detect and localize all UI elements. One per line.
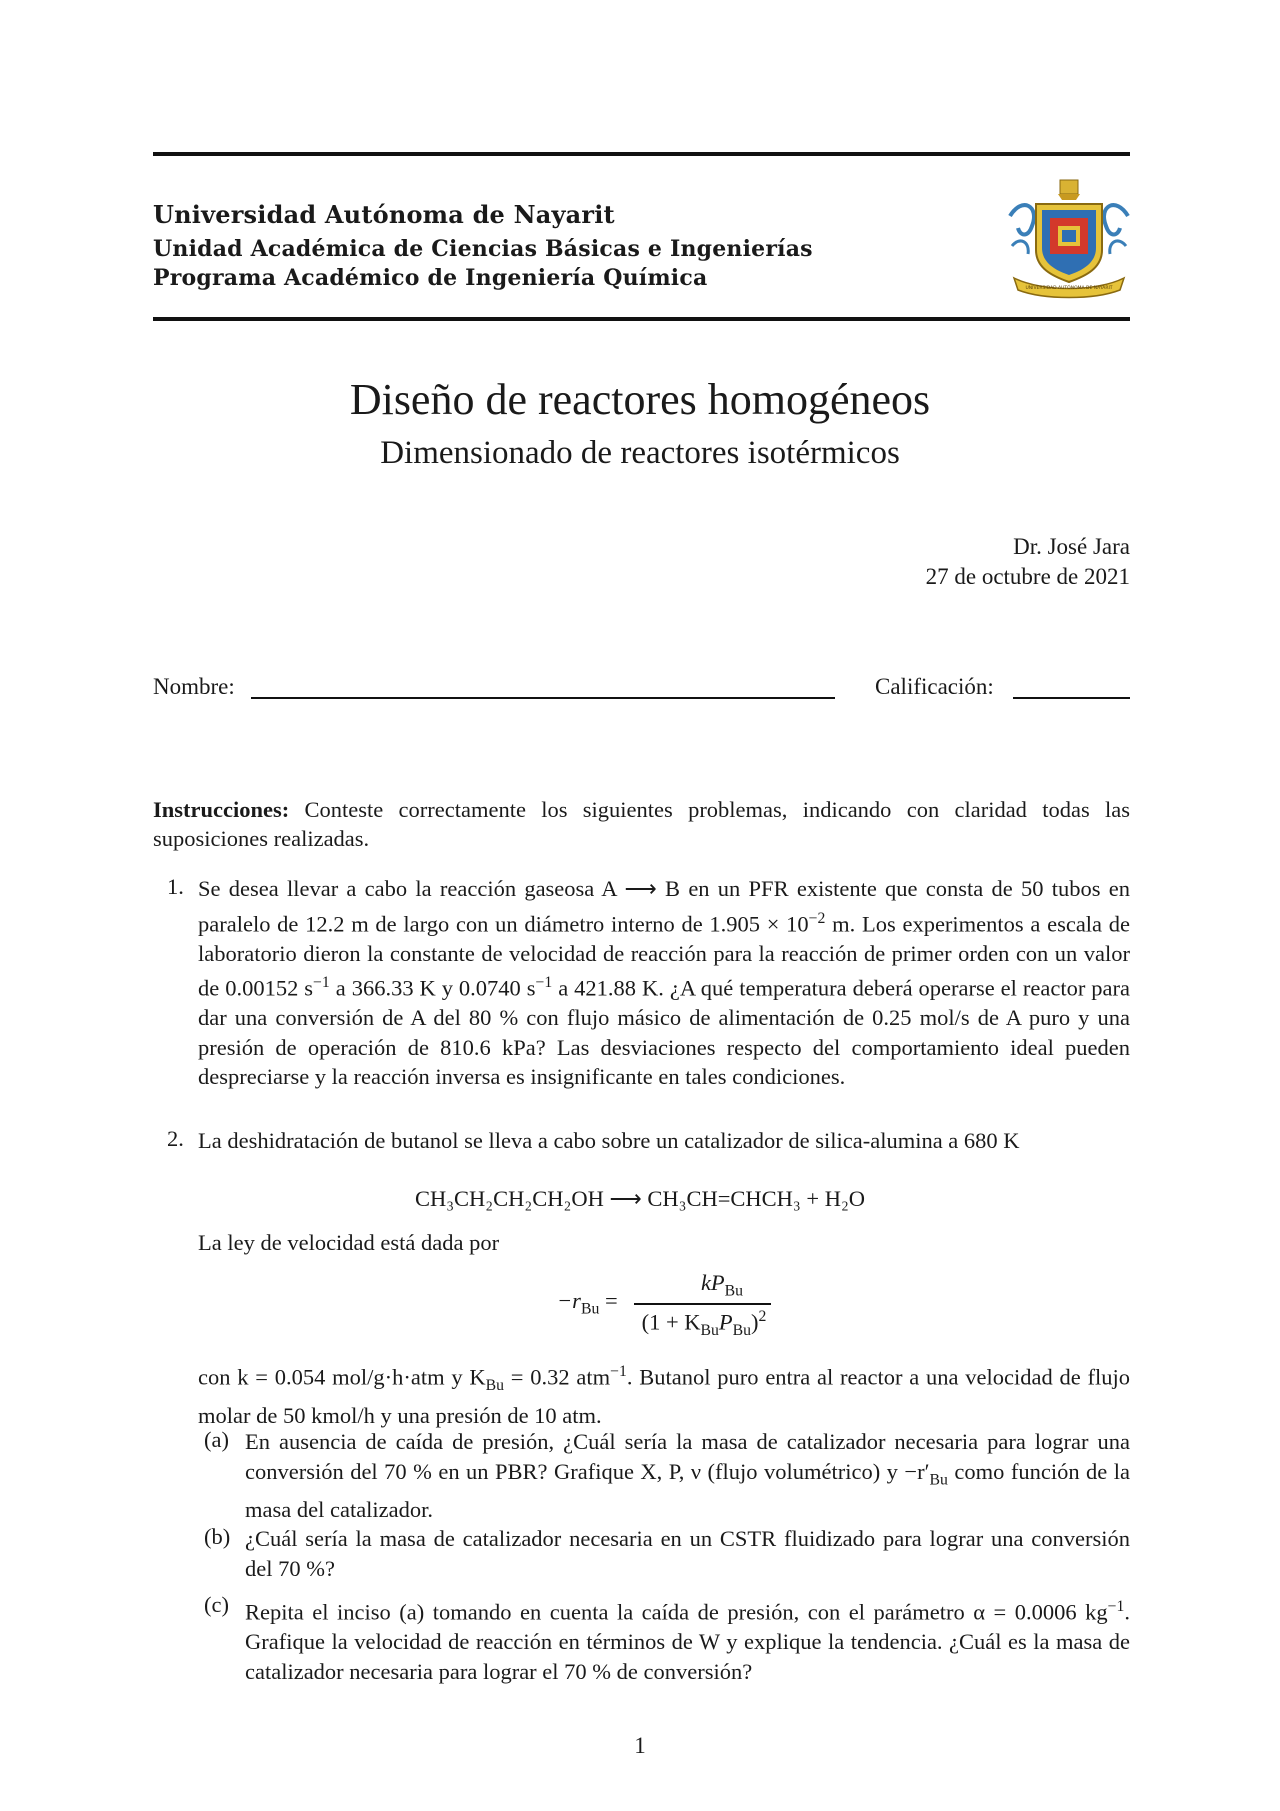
top-rule xyxy=(153,152,1130,156)
name-label: Nombre: xyxy=(153,674,235,699)
date: 27 de octubre de 2021 xyxy=(925,564,1130,589)
academic-program: Programa Académico de Ingeniería Química xyxy=(153,265,708,291)
rate-law-numerator: $kP_{Bu}$ xyxy=(700,1270,744,1300)
part-a-label: (a) xyxy=(204,1427,229,1452)
part-b-label: (b) xyxy=(204,1524,231,1549)
instructions-text: Conteste correctamente los siguientes problemas, indicando con claridad todas las suposiciones realizadas. xyxy=(153,797,1130,851)
author: Dr. José Jara xyxy=(1013,534,1130,559)
problem-2-intro: La deshidratación de butanol se lleva a cabo sobre un catalizador de silica-alumina a 680 K xyxy=(198,1128,1020,1153)
page-number: 1 xyxy=(634,1733,646,1758)
grade-label: Calificación: xyxy=(875,674,994,699)
rate-law-lhs: $-r_{Bu}$ = xyxy=(557,1288,618,1318)
university-name: Universidad Autónoma de Nayarit xyxy=(153,200,615,229)
part-c-label: (c) xyxy=(204,1592,229,1617)
crest-banner-text: UNIVERSIDAD AUTÓNOMA DE NAYARIT xyxy=(1025,286,1113,291)
butanol-reaction-equation: CH₃CH₂CH₂CH₂OH ⟶ CH₃CH=CHCH₃ + H₂O xyxy=(414,1186,866,1211)
fraction-bar xyxy=(634,1303,771,1305)
problem-2-number: 2. xyxy=(167,1126,184,1151)
instructions-label: Instrucciones: xyxy=(153,797,290,822)
rate-law-parameters: con k = 0.054 mol/g·h·atm y $K_{Bu} = 0.32$ atm$^{-1}$. Butanol puro entra al reactor a una velocidad de flujo molar de 50 kmol/h y una presión de 10 atm. xyxy=(198,1363,1131,1428)
part-b-text: ¿Cuál sería la masa de catalizador necesaria en un CSTR fluidizado para lograr una conversión del 70 %? xyxy=(245,1526,1130,1581)
part-c-text: Repita el inciso (a) tomando en cuenta la caída de presión, con el parámetro α = 0.0006 $kg^{-1}$. Grafique la velocidad de reacción en términos de W y explique la tendencia. ¿Cuál es la masa de catalizador necesaria para lograr el 70 % de conversión? xyxy=(245,1598,1130,1684)
document-subtitle: Dimensionado de reactores isotérmicos xyxy=(380,435,900,471)
problem-1-text: Se desea llevar a cabo la reacción gaseosa A ⟶ B en un PFR existente que consta de 50 tubos en paralelo de 12.2 m de largo con un diámetro interno de $1.905 \times 10^{-2}$ m. Los experimentos a escala de laboratorio dieron la constante de velocidad de reacción para la reacción de primer orden con un valor de 0.00152 $s^{-1}$ a 366.33 K y 0.0740 $s^{-1}$ a 421.88 K. ¿A qué temperatura deberá operarse el reactor para dar una conversión de A del 80 % con flujo másico de alimentación de 0.25 mol/s de A puro y una presión de operación de 810.6 kPa? Las desviaciones respecto del comportamiento ideal pueden despreciarse y la reacción inversa es insignificante en tales condiciones. xyxy=(198,876,1130,1089)
part-a-text: En ausencia de caída de presión, ¿Cuál sería la masa de catalizador necesaria para lograr una conversión del 70 % en un PBR? Grafique X, P, ν (flujo volumétrico) $y -r'_{Bu}$ como función de la masa del catalizador. xyxy=(245,1429,1130,1522)
header-bottom-rule xyxy=(153,317,1130,321)
rate-law-denominator: $(1 + K_{Bu}P_{Bu})^2$ xyxy=(641,1308,767,1339)
academic-unit: Unidad Académica de Ciencias Básicas e Ingenierías xyxy=(153,236,813,262)
rate-law-intro: La ley de velocidad está dada por xyxy=(198,1230,500,1255)
name-field-line[interactable] xyxy=(251,697,835,699)
instructions xyxy=(153,795,1130,853)
problem-1-number: 1. xyxy=(167,874,184,899)
university-crest-icon xyxy=(1002,176,1136,300)
document-title: Diseño de reactores homogéneos xyxy=(349,375,931,424)
grade-field-line[interactable] xyxy=(1013,697,1130,699)
